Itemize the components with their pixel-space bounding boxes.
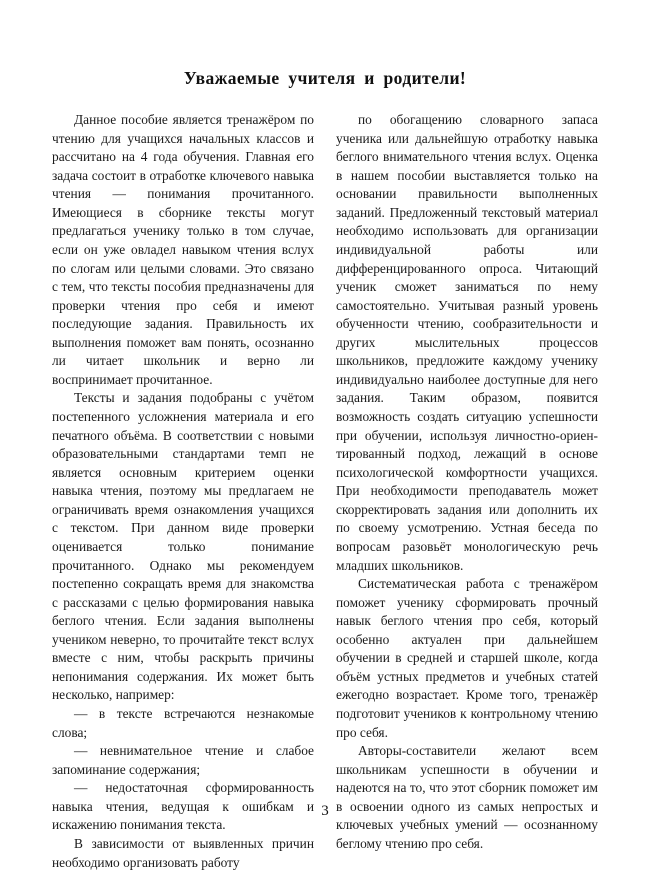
page-title: Уважаемые учителя и родители! bbox=[183, 68, 467, 88]
list-item: — недостаточная сформированность навыка чтения, ведущая к ошибкам и искажению понимания текста. bbox=[52, 780, 314, 833]
paragraph: Систематическая работа с тренажёром поможет ученику сформировать прочный навык беглого чтения про себя, который особенно актуален при дальнейшем обучении в средней и старшей школе, когда объём устных предметов и учебных статей ежегодно возрастает. Кроме того, тренажёр подготовит учеников к контрольному чтению про себя. bbox=[336, 576, 598, 740]
page-number: 3 bbox=[321, 803, 329, 819]
paragraph: Тексты и задания подобраны с учётом постепенного усложнения материала и его печатного объёма. В соответствии с новыми образовательными стандартами темп не является основным критерием оценки навыка чтения, поэтому мы предлагаем не ограничивать время ознакомления учащихся с текстом. При данном виде проверки оценивается только понимание прочитанного. Однако мы рекомендуем постепенно сокращать время для знакомства с рассказами с целью формирования навыка беглого чтения. Если задания выполнены учеником неверно, то прочитайте текст вслух вместе с ним, чтобы раскрыть причины непонимания содержания. Их может быть несколько, например: bbox=[52, 390, 314, 703]
left-column bbox=[52, 111, 314, 872]
paragraph: Данное пособие является тренажёром по чтению для учащихся начальных классов и рассчитано на 4 года обучения. Главная его задача состоит в отработке ключевого навыка чтения — понимания прочитанного. Имеющиеся в сборнике тексты могут предлагаться ученику только в том случае, если он уже овладел навыком чтения вслух по слогам или целыми словами. Это связано с тем, что тексты пособия предназначены для проверки чтения про себя и имеют последующие задания. Правильность их выполнения поможет вам понять, осознанно ли читает школьник и верно ли воспринимает прочитанное. bbox=[52, 112, 314, 387]
paragraph: В зависимости от выявленных причин необходимо организовать работу bbox=[52, 835, 314, 870]
paragraph: по обогащению словарного запаса ученика или дальнейшую отработку навыка беглого внимательного чтения вслух. Оценка в нашем пособии выставляется только на основании правильности выполненных заданий. Предложенный текстовый материал необходимо использовать для организации индивидуальной работы или дифференцированного опроса. Читающий ученик сможет заниматься по нему самостоятельно. Учитывая разный уровень обученности чтению, сообразительности и других мыслительных процессов школьников, предложите каждому ученику индивидуально наиболее доступные для него задания. Таким образом, появится возможность создать ситуацию успешности при обучении, используя личностно-ориентированный подход, лежащий в основе психологической комфортности учащихся. При необходимости преподаватель может скорректировать задания или дополнить их по своему усмотрению. Устная беседа по вопросам разовьёт монологическую речь младших школьников. bbox=[336, 112, 598, 573]
list-item: — в тексте встречаются незнакомые слова; bbox=[52, 706, 314, 740]
paragraph: Авторы-составители желают всем школьникам успешности в обучении и надеются на то, что этот сборник поможет им в освоении одного из самых непростых и ключевых учебных умений — осознанному беглому чтению про себя. bbox=[336, 743, 598, 851]
list-item: — невнимательное чтение и слабое запоминание содержания; bbox=[52, 743, 314, 777]
right-column bbox=[336, 111, 598, 854]
two-column-body bbox=[52, 111, 598, 872]
